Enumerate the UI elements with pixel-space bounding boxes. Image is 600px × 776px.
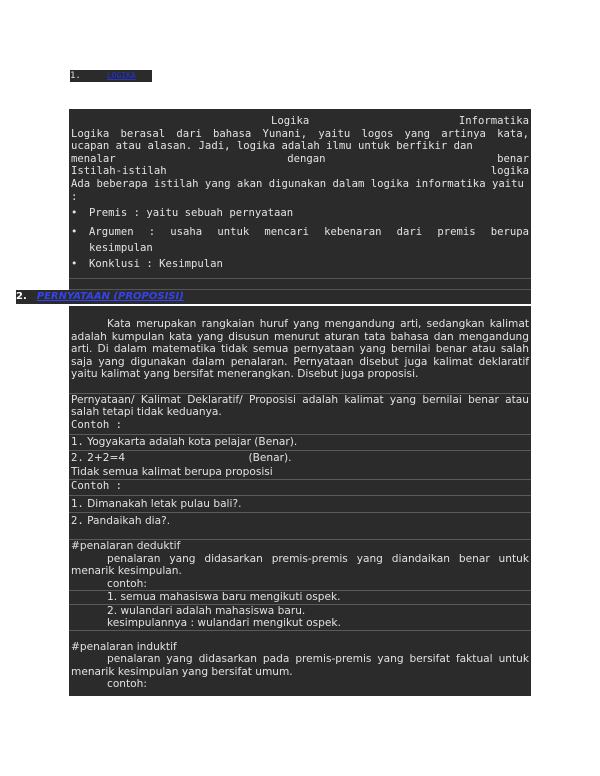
word-benar: benar — [497, 152, 529, 165]
bullet-icon: • — [71, 207, 78, 220]
item-text: Dimanakah letak pulau bali?. — [87, 498, 242, 510]
istilah-row — [69, 165, 531, 178]
heading-link-pernyataan[interactable]: PERNYATAAN (PROPOSISI) — [36, 291, 184, 302]
item-number: 2. — [71, 515, 84, 527]
contoh-label: Contoh : — [69, 479, 531, 493]
item-value: (Benar). — [248, 452, 292, 464]
list-item — [69, 495, 531, 512]
heading-number: 1. — [70, 71, 81, 81]
contoh-label: contoh: — [107, 577, 147, 590]
word-dengan: dengan — [287, 152, 326, 165]
item-text: Pandaikah dia?. — [87, 515, 171, 527]
word-menalar: menalar — [71, 152, 116, 165]
contoh-label: contoh: — [107, 678, 147, 690]
item-text: Yogyakarta adalah kota pelajar (Benar). — [87, 436, 298, 448]
contoh-label: Contoh : — [71, 418, 123, 431]
deduktif-paragraph: penalaran yang didasarkan premis-premis yang diandaikan benar untuk menarik kesimpulan. — [71, 552, 529, 577]
item-text: 2+2=4 — [87, 452, 126, 464]
bullet-text: Argumen : usaha untuk mencari kebenaran dari premis berupa kesimpulan — [89, 225, 529, 254]
note-text: Tidak semua kalimat berupa proposisi — [71, 466, 273, 478]
logika-paragraph-end — [69, 153, 531, 166]
title-informatika: Informatika — [458, 115, 529, 127]
bullet-icon: • — [71, 225, 78, 238]
pernyataan-section — [69, 306, 531, 696]
induktif-paragraph: penalaran yang didasarkan pada premis-premis yang bersifat faktual untuk menarik kesimpulan yang bersifat umum. — [71, 653, 529, 678]
conclusion-text: kesimpulannya : wulandari mengikut ospek. — [107, 617, 341, 629]
logika-section — [69, 109, 531, 292]
list-item: 2. wulandari adalah mahasiswa baru. — [69, 604, 531, 618]
list-item — [69, 434, 531, 450]
list-item: 1. semua mahasiswa baru mengikuti ospek. — [69, 590, 531, 604]
istilah-intro: Ada beberapa istilah yang akan digunakan dalam logika informatika yaitu : — [71, 177, 524, 203]
bullet-text: Konklusi : Kesimpulan — [89, 257, 223, 270]
induktif-heading: #penalaran induktif — [71, 640, 177, 653]
heading-link-logika[interactable]: LOGIKA — [106, 71, 136, 80]
section-heading-pernyataan — [16, 290, 531, 304]
divider — [69, 278, 531, 289]
deduktif-heading: #penalaran deduktif — [69, 539, 531, 553]
list-item — [69, 450, 531, 466]
section-heading-logika — [70, 70, 152, 82]
heading-number: 2. — [16, 291, 27, 302]
logika-title-row — [69, 115, 531, 128]
bullet-text: Premis : yaitu sebuah pernyataan — [89, 207, 294, 220]
pernyataan-paragraph: Kata merupakan rangkaian huruf yang mengandung arti, sedangkan kalimat adalah kumpulan kata yang disusun menurut aturan tata bahasa dan mengandung arti. Di dalam matematika tidak semua pernyataan yang bernilai benar atau salah saja yang digunakan dalam penalaran. Pernyataan disebut juga kalimat deklaratif yaitu kalimat yang bersifat menerangkan. Disebut juga proposisi. — [71, 318, 529, 380]
list-item — [69, 224, 531, 256]
item-number: 2. — [71, 452, 84, 464]
istilah-logika: logika — [490, 165, 529, 178]
title-logika: Logika — [271, 115, 310, 127]
list-item — [69, 258, 531, 271]
list-item — [69, 512, 531, 529]
item-number: 1. — [71, 498, 84, 510]
bullet-icon: • — [71, 257, 78, 270]
item-number: 1. — [71, 436, 84, 448]
definition-paragraph: Pernyataan/ Kalimat Deklaratif/ Proposisi adalah kalimat yang bernilai benar atau salah tetapi tidak keduanya. — [71, 393, 529, 418]
list-item — [69, 207, 531, 220]
istilah-label: Istilah-istilah — [71, 165, 167, 178]
logika-paragraph: Logika berasal dari bahasa Yunani, yaitu logos yang artinya kata, ucapan atau alasan. Jadi, logika adalah ilmu untuk berfikir dan — [71, 127, 529, 153]
